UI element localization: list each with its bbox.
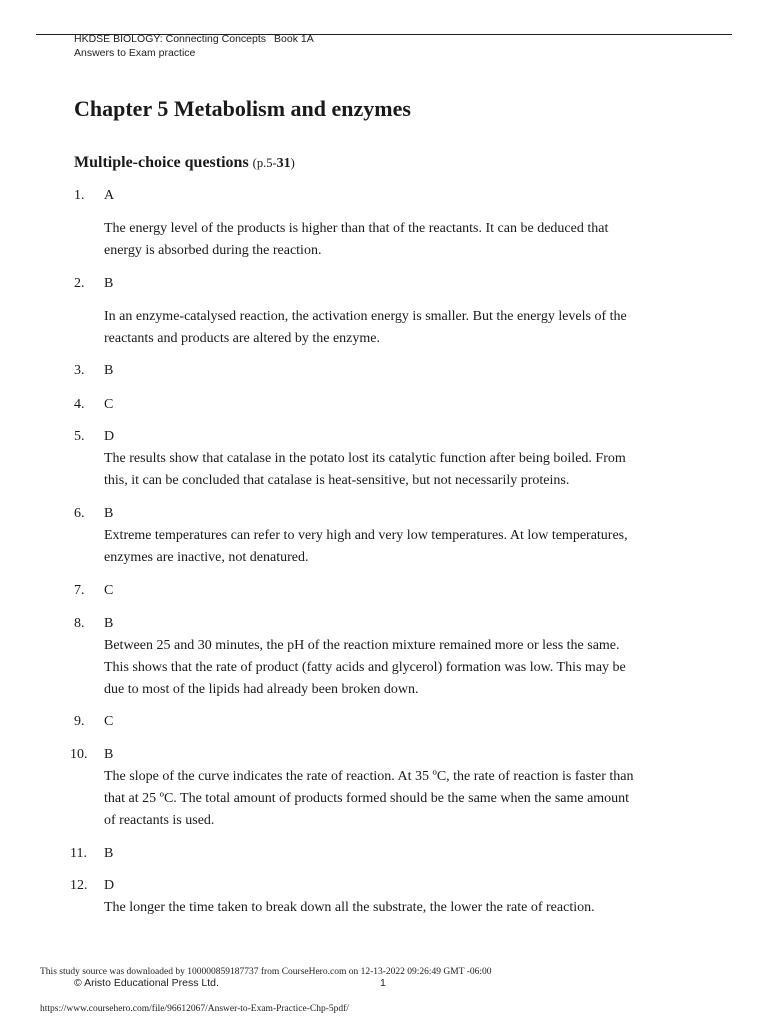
source-url[interactable]: https://www.coursehero.com/file/96612067/Answer-to-Exam-Practice-Chp-5pdf/ bbox=[40, 1004, 349, 1014]
question-answer: D bbox=[104, 878, 115, 893]
explanation-line: Between 25 and 30 minutes, the pH of the reaction mixture remained more or less the same. bbox=[104, 638, 620, 653]
question-answer: B bbox=[104, 846, 114, 861]
question-answer: B bbox=[104, 747, 114, 762]
question-answer: B bbox=[104, 506, 114, 521]
question-answer: C bbox=[104, 583, 114, 598]
question-number: 12. bbox=[70, 878, 88, 893]
explanation-line: that at 25 ºC. The total amount of products formed should be the same when the same amount bbox=[104, 791, 630, 806]
explanation-line: due to most of the lipids had already been broken down. bbox=[104, 682, 419, 697]
page-ref-suffix: ) bbox=[290, 156, 295, 170]
question-number: 5. bbox=[74, 429, 85, 444]
section-title: Multiple-choice questions bbox=[74, 154, 249, 171]
explanation-line: Extreme temperatures can refer to very high and very low temperatures. At low temperatures, bbox=[104, 528, 628, 543]
explanation-line: The results show that catalase in the potato lost its catalytic function after being boiled. From bbox=[104, 451, 626, 466]
question-answer: D bbox=[104, 429, 115, 444]
question-answer: B bbox=[104, 616, 114, 631]
book-title: HKDSE BIOLOGY: Connecting Concepts bbox=[74, 33, 267, 45]
copyright-notice: © Aristo Educational Press Ltd. bbox=[74, 977, 219, 989]
question-number: 10. bbox=[70, 747, 88, 762]
explanation-line: enzymes are inactive, not denatured. bbox=[104, 550, 309, 565]
question-number: 11. bbox=[70, 846, 87, 861]
book-number: Book 1A bbox=[274, 33, 314, 45]
question-number: 3. bbox=[74, 363, 85, 378]
header-subtitle: Answers to Exam practice bbox=[74, 47, 196, 59]
question-answer: B bbox=[104, 276, 114, 291]
question-answer: A bbox=[104, 188, 115, 203]
running-header bbox=[74, 33, 314, 46]
question-number: 1. bbox=[74, 188, 85, 203]
question-number: 4. bbox=[74, 397, 85, 412]
question-answer: C bbox=[104, 714, 114, 729]
explanation-line: In an enzyme-catalysed reaction, the activation energy is smaller. But the energy levels of the bbox=[104, 309, 627, 324]
explanation-line: reactants and products are altered by the enzyme. bbox=[104, 331, 380, 346]
chapter-title: Chapter 5 Metabolism and enzymes bbox=[74, 96, 411, 121]
question-number: 9. bbox=[74, 714, 85, 729]
question-number: 8. bbox=[74, 616, 85, 631]
question-number: 2. bbox=[74, 276, 85, 291]
explanation-line: energy is absorbed during the reaction. bbox=[104, 243, 322, 258]
section-heading bbox=[74, 152, 295, 175]
explanation-line: The longer the time taken to break down all the substrate, the lower the rate of reaction. bbox=[104, 900, 595, 915]
explanation-line: The slope of the curve indicates the rate of reaction. At 35 ºC, the rate of reaction is faster than bbox=[104, 769, 634, 784]
page-ref-number: 31 bbox=[276, 156, 291, 171]
explanation-line: of reactants is used. bbox=[104, 813, 215, 828]
download-notice: This study source was downloaded by 100000859187737 from CourseHero.com on 12-13-2022 09:26:49 GMT -06:00 bbox=[40, 967, 492, 977]
question-number: 6. bbox=[74, 506, 85, 521]
page-number: 1 bbox=[380, 977, 386, 989]
question-answer: B bbox=[104, 363, 114, 378]
explanation-line: The energy level of the products is higher than that of the reactants. It can be deduced that bbox=[104, 221, 609, 236]
question-number: 7. bbox=[74, 583, 85, 598]
page-ref-prefix: (p.5- bbox=[252, 156, 277, 170]
explanation-line: This shows that the rate of product (fatty acids and glycerol) formation was low. This may be bbox=[104, 660, 626, 675]
explanation-line: this, it can be concluded that catalase is heat-sensitive, but not necessarily proteins. bbox=[104, 473, 570, 488]
question-answer: C bbox=[104, 397, 114, 412]
